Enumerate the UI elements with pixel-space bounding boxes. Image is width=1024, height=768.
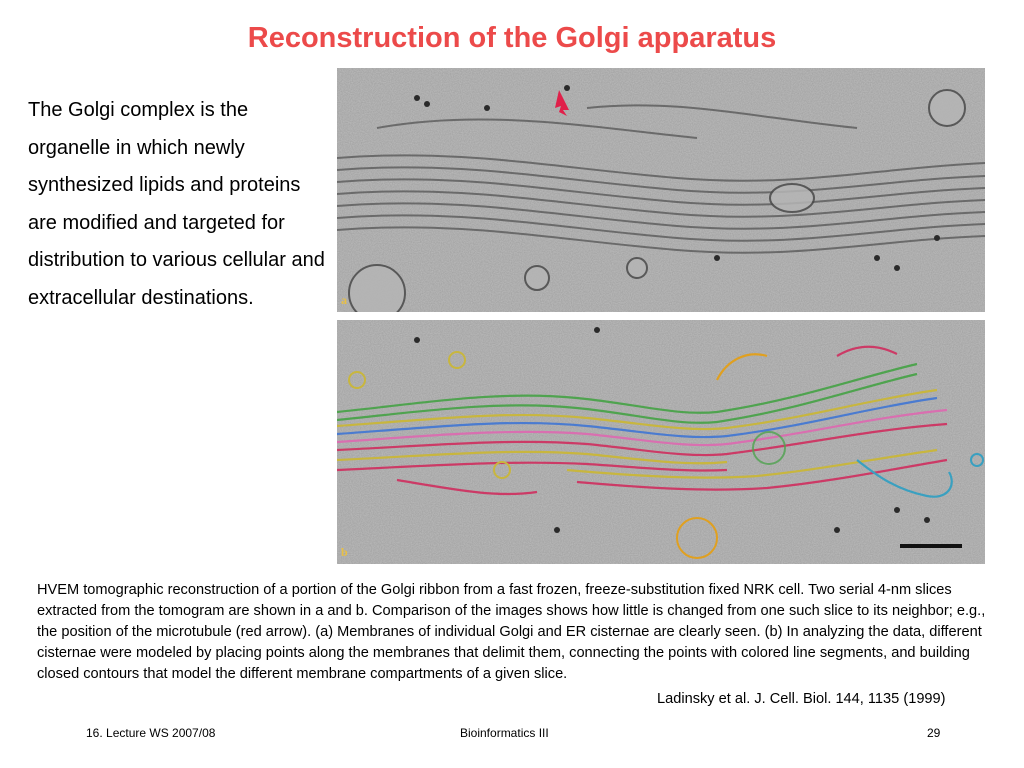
panel-b-label: b xyxy=(341,545,348,559)
citation: Ladinsky et al. J. Cell. Biol. 144, 1135 (1999) xyxy=(657,691,946,707)
figure-caption: HVEM tomographic reconstruction of a portion of the Golgi ribbon from a fast frozen, freeze-substitution fixed NRK cell. Two serial 4-nm slices extracted from the tomogram are shown in a and b. Comparison of the images shows how little is changed from one such slice to its neighbor; e.g., the position of the microtubule (red arrow). (a) Membranes of individual Golgi and ER cisternae are clearly seen. (b) In analyzing the data, different cisternae were modeled by placing points along the membranes that delimit them, connecting the points with colored line segments, and building closed contours that model the different membrane compartments of a given slice. xyxy=(37,582,986,682)
footer-page-number: 29 xyxy=(927,726,941,740)
em-panel-a xyxy=(337,68,985,312)
em-panel-b xyxy=(337,320,985,564)
intro-text: The Golgi complex is the organelle in which newly synthesized lipids and proteins are modified and targeted for distribution to various cellular and extracellular destinations. xyxy=(28,99,325,309)
panel-a-label: a xyxy=(341,293,347,307)
scale-bar xyxy=(900,544,962,548)
em-image-a xyxy=(337,68,985,312)
slide-title: Reconstruction of the Golgi apparatus xyxy=(247,22,777,54)
footer-lecture: 16. Lecture WS 2007/08 xyxy=(86,726,216,740)
footer-course: Bioinformatics III xyxy=(460,726,549,740)
em-image-b xyxy=(337,320,985,564)
